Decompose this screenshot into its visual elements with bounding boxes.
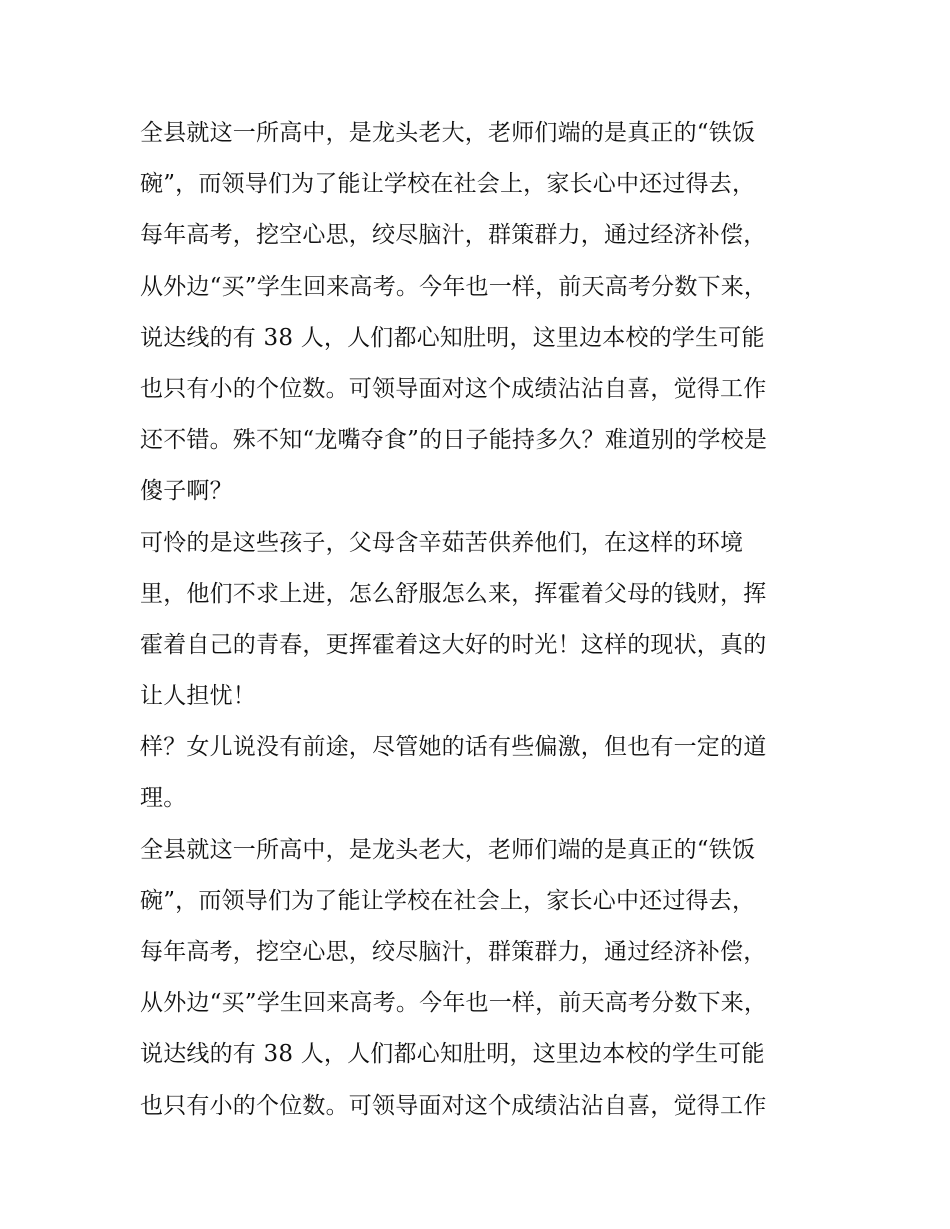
text-line: 还不错。殊不知“龙嘴夺食”的日子能持多久？难道别的学校是 <box>140 427 768 454</box>
text-line: 傻子啊？ <box>140 478 233 505</box>
text-line: 也只有小的个位数。可领导面对这个成绩沾沾自喜，觉得工作 <box>140 375 767 402</box>
text-line: 从外边“买”学生回来高考。今年也一样，前天高考分数下来， <box>140 990 768 1017</box>
text-line: 样？女儿说没有前途，尽管她的话有些偏激，但也有一定的道 <box>140 734 767 761</box>
text-line: 里，他们不求上进，怎么舒服怎么来，挥霍着父母的钱财，挥 <box>140 580 767 607</box>
text-line: 每年高考，挖空心思，绞尽脑汁，群策群力，通过经济补偿， <box>140 939 767 965</box>
text-line: 理。 <box>140 785 187 812</box>
text-line: 全县就这一所高中，是龙头老大，老师们端的是真正的“铁饭 <box>140 120 756 146</box>
text-line: 从外边“买”学生回来高考。今年也一样，前天高考分数下来， <box>140 273 768 300</box>
text-line: 霍着自己的青春，更挥霍着这大好的时光！这样的现状，真的 <box>140 631 767 658</box>
text-line: 也只有小的个位数。可领导面对这个成绩沾沾自喜，觉得工作 <box>140 1092 767 1119</box>
text-line: 全县就这一所高中，是龙头老大，老师们端的是真正的“铁饭 <box>140 836 756 863</box>
text-line: 每年高考，挖空心思，绞尽脑汁，群策群力，通过经济补偿， <box>140 222 767 249</box>
text-line: 碗”，而领导们为了能让学校在社会上，家长心中还过得去， <box>140 171 756 198</box>
text-line: 说达线的有 38 人，人们都心知肚明，这里边本校的学生可能 <box>140 1041 765 1068</box>
text-line: 可怜的是这些孩子，父母含辛茹苦供养他们，在这样的环境 <box>140 529 744 556</box>
text-line: 说达线的有 38 人，人们都心知肚明，这里边本校的学生可能 <box>140 324 765 351</box>
text-line: 让人担忧！ <box>140 683 256 710</box>
text-line: 碗”，而领导们为了能让学校在社会上，家长心中还过得去， <box>140 887 756 914</box>
body-text <box>140 108 820 1132</box>
